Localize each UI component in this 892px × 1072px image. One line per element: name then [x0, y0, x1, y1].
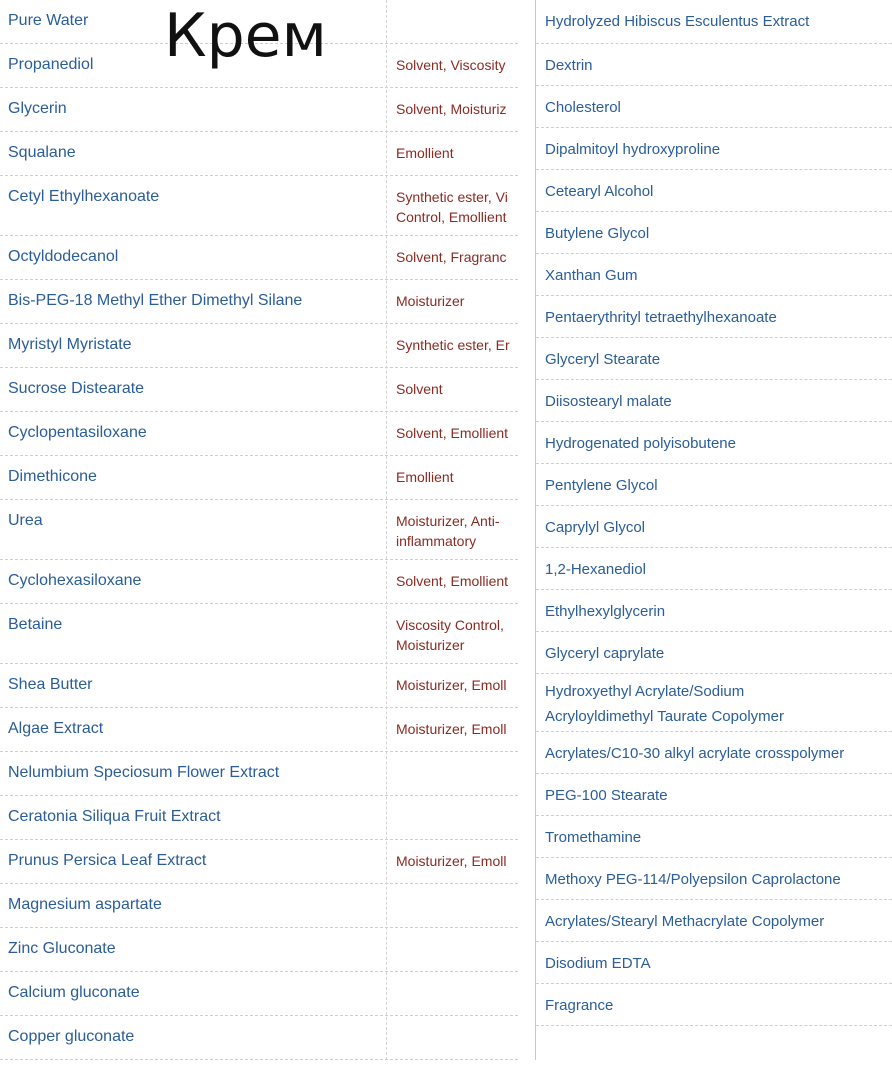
table-row: [536, 86, 892, 128]
ingredient-name: Tromethamine: [545, 829, 642, 846]
table-row: [536, 942, 892, 984]
table-row: [536, 464, 892, 506]
ingredient-name: Ethylhexylglycerin: [545, 603, 666, 620]
ingredient-name: Diisostearyl malate: [545, 393, 672, 410]
table-row: [0, 708, 518, 752]
ingredient-name: Nelumbium Speciosum Flower Extract: [8, 764, 280, 781]
ingredient-function: Solvent, Fragranc: [396, 249, 507, 265]
ingredient-name: Hydrogenated polyisobutene: [545, 435, 736, 452]
table-row: [0, 412, 518, 456]
ingredient-name: Glyceryl Stearate: [545, 351, 661, 368]
ingredient-function: Solvent, Viscosity: [396, 57, 506, 73]
table-row: [0, 368, 518, 412]
table-row: [0, 664, 518, 708]
table-row: [0, 604, 518, 664]
table-row: [536, 212, 892, 254]
ingredient-name: Algae Extract: [8, 720, 104, 737]
ingredient-name: Copper gluconate: [8, 1028, 135, 1045]
ingredient-name: 1,2-Hexanediol: [545, 561, 646, 578]
ingredient-name: Glyceryl caprylate: [545, 645, 665, 662]
ingredient-name: Magnesium aspartate: [8, 896, 162, 913]
ingredient-function: Solvent, Emollient: [396, 573, 509, 589]
ingredient-name: Butylene Glycol: [545, 225, 650, 242]
ingredient-name: Myristyl Myristate: [8, 336, 132, 353]
ingredient-name: PEG-100 Stearate: [545, 787, 668, 804]
ingredient-name: Cyclopentasiloxane: [8, 424, 147, 441]
ingredient-name: Acrylates/C10-30 alkyl acrylate crosspolymer: [545, 745, 845, 762]
ingredient-function: Moisturizer, Emoll: [396, 853, 507, 869]
ingredient-function: Moisturizer, Emoll: [396, 677, 507, 693]
table-row: [536, 506, 892, 548]
ingredient-name: Hydroxyethyl Acrylate/Sodium Acryloyldimethyl Taurate Copolymer: [545, 683, 784, 725]
ingredient-function: Moisturizer, Anti-inflammatory: [396, 513, 500, 549]
table-row: [0, 456, 518, 500]
ingredient-name: Octyldodecanol: [8, 248, 119, 265]
ingredient-name: Disodium EDTA: [545, 955, 651, 972]
table-row: [0, 884, 518, 928]
ingredient-function: Synthetic ester, Er: [396, 337, 510, 353]
ingredient-name: Caprylyl Glycol: [545, 519, 646, 536]
ingredient-name: Cholesterol: [545, 99, 621, 116]
table-row: [0, 840, 518, 884]
table-row: [536, 338, 892, 380]
ingredient-name: Xanthan Gum: [545, 267, 638, 284]
ingredient-name: Dimethicone: [8, 468, 97, 485]
table-row: [536, 44, 892, 86]
table-row: [536, 900, 892, 942]
table-row: [536, 774, 892, 816]
ingredient-name: Pure Water: [8, 12, 89, 29]
ingredient-function: Emollient: [396, 469, 454, 485]
table-row: [536, 858, 892, 900]
table-row: [536, 732, 892, 774]
ingredient-function: Moisturizer: [396, 293, 465, 309]
column-divider: [386, 0, 387, 1060]
table-row: [536, 0, 892, 44]
ingredient-name: Ceratonia Siliqua Fruit Extract: [8, 808, 221, 825]
table-row: [536, 548, 892, 590]
ingredient-name: Urea: [8, 512, 43, 529]
ingredient-name: Cyclohexasiloxane: [8, 572, 142, 589]
ingredient-name: Propanediol: [8, 56, 94, 73]
table-row: [0, 1016, 518, 1060]
table-row: [0, 752, 518, 796]
table-row: [0, 88, 518, 132]
table-row: [536, 632, 892, 674]
table-row: [0, 236, 518, 280]
table-row: [0, 560, 518, 604]
ingredient-function: Solvent, Emollient: [396, 425, 509, 441]
ingredient-name: Prunus Persica Leaf Extract: [8, 852, 207, 869]
table-row: [536, 816, 892, 858]
table-row: [0, 280, 518, 324]
ingredient-function: Solvent: [396, 381, 443, 397]
table-row: [536, 590, 892, 632]
table-row: [0, 132, 518, 176]
ingredient-function: Moisturizer, Emoll: [396, 721, 507, 737]
table-row: [536, 296, 892, 338]
ingredient-name: Pentylene Glycol: [545, 477, 658, 494]
ingredient-name: Squalane: [8, 144, 76, 161]
table-row: [0, 796, 518, 840]
table-row: [536, 254, 892, 296]
ingredient-function: Synthetic ester, Vi Control, Emollient: [396, 189, 508, 225]
page-title: Крем: [164, 1, 327, 71]
ingredient-name: Hydrolyzed Hibiscus Esculentus Extract: [545, 13, 810, 30]
ingredient-name: Calcium gluconate: [8, 984, 140, 1001]
ingredient-name: Betaine: [8, 616, 63, 633]
table-row: [0, 176, 518, 236]
table-row: [536, 422, 892, 464]
table-row: [0, 928, 518, 972]
table-row: [536, 984, 892, 1026]
ingredient-name: Shea Butter: [8, 676, 93, 693]
table-row: [0, 324, 518, 368]
ingredient-name: Sucrose Distearate: [8, 380, 145, 397]
ingredient-name: Cetearyl Alcohol: [545, 183, 654, 200]
table-row: [536, 380, 892, 422]
ingredient-name: Acrylates/Stearyl Methacrylate Copolymer: [545, 913, 825, 930]
ingredient-name: Bis-PEG-18 Methyl Ether Dimethyl Silane: [8, 292, 303, 309]
table-row: [536, 674, 892, 732]
ingredient-function: Viscosity Control, Moisturizer: [396, 617, 504, 653]
ingredient-name: Fragrance: [545, 997, 614, 1014]
table-row: [536, 170, 892, 212]
ingredient-name: Dextrin: [545, 57, 593, 74]
ingredient-function: Solvent, Moisturiz: [396, 101, 507, 117]
ingredient-name: Zinc Gluconate: [8, 940, 116, 957]
right-ingredient-table: [536, 0, 892, 1026]
ingredient-name: Pentaerythrityl tetraethylhexanoate: [545, 309, 777, 326]
table-row: [0, 500, 518, 560]
ingredient-name: Cetyl Ethylhexanoate: [8, 188, 160, 205]
table-row: [0, 972, 518, 1016]
ingredient-name: Dipalmitoyl hydroxyproline: [545, 141, 721, 158]
table-row: [536, 128, 892, 170]
ingredient-name: Glycerin: [8, 100, 67, 117]
ingredient-name: Methoxy PEG-114/Polyepsilon Caprolactone: [545, 871, 841, 888]
ingredient-function: Emollient: [396, 145, 454, 161]
